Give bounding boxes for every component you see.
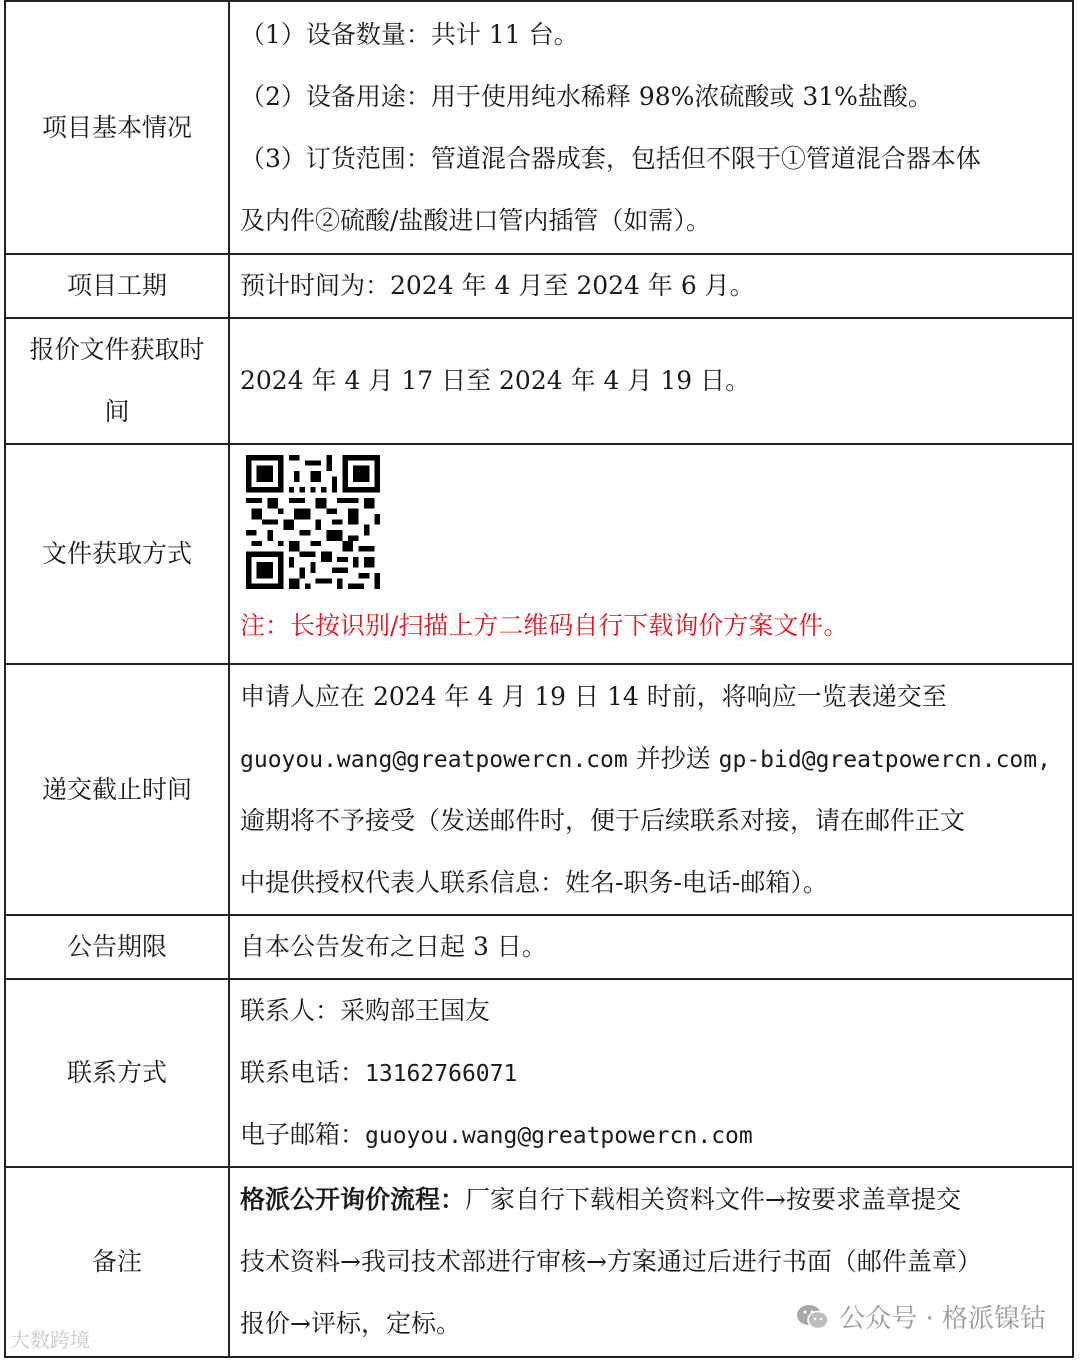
- label-remarks: 备注: [5, 1167, 229, 1357]
- contact-phone-label: 联系电话：: [240, 1058, 366, 1087]
- label-quote-time-line2: 间: [104, 397, 130, 426]
- deadline-email-primary[interactable]: guoyou.wang@greatpowercn.com: [240, 746, 628, 773]
- label-deadline: 递交截止时间: [5, 664, 229, 915]
- deadline-line-1: 申请人应在 2024 年 4 月 19 日 14 时前，将响应一览表递交至: [240, 681, 947, 711]
- qr-note: 注：长按识别/扫描上方二维码自行下载询价方案文件。: [240, 611, 849, 640]
- content-deadline: [229, 664, 1073, 915]
- content-quote-time: 2024 年 4 月 17 日至 2024 年 4 月 19 日。: [229, 318, 1073, 444]
- contact-email-label: 电子邮箱：: [240, 1120, 366, 1149]
- qr-code-icon[interactable]: [246, 455, 380, 589]
- deadline-email-cc[interactable]: gp-bid@greatpowercn.com,: [718, 746, 1051, 773]
- watermark-right-text: 公众号 · 格派镍钴: [839, 1304, 1046, 1334]
- contact-email[interactable]: guoyou.wang@greatpowercn.com: [365, 1123, 753, 1149]
- content-announcement-period: 自本公告发布之日起 3 日。: [229, 915, 1073, 979]
- contact-phone[interactable]: 13162766071: [365, 1061, 518, 1087]
- deadline-line-4: 中提供授权代表人联系信息：姓名-职务-电话-邮箱）。: [240, 867, 828, 897]
- basic-line-4: 及内件②硫酸/盐酸进口管内插管（如需）。: [240, 205, 711, 235]
- content-file-method: [229, 444, 1073, 664]
- watermark-left-text: 大数跨境: [10, 1328, 90, 1352]
- announcement-table: [4, 0, 1074, 1358]
- label-basic-info: 项目基本情况: [5, 1, 229, 254]
- watermark-left: [10, 1324, 90, 1353]
- deadline-cc-text: 并抄送: [627, 743, 719, 773]
- contact-email-line: [240, 1104, 1066, 1166]
- remarks-line-2: 技术资料→我司技术部进行审核→方案通过后进行书面（邮件盖章）: [240, 1247, 982, 1276]
- content-project-period: 预计时间为：2024 年 4 月至 2024 年 6 月。: [229, 254, 1073, 318]
- contact-person: 联系人：采购部王国友: [240, 996, 491, 1025]
- contact-phone-line: [240, 1042, 1066, 1104]
- label-file-method: 文件获取方式: [5, 444, 229, 664]
- label-contact: 联系方式: [5, 979, 229, 1167]
- wechat-icon: [795, 1303, 831, 1331]
- basic-line-3: （3）订货范围：管道混合器成套，包括但不限于①管道混合器本体: [240, 143, 981, 173]
- content-contact: [229, 979, 1073, 1167]
- remarks-bold-lead: 格派公开询价流程：: [240, 1185, 466, 1214]
- deadline-line-3: 逾期将不予接受（发送邮件时，便于后续联系对接，请在邮件正文: [240, 805, 966, 835]
- remarks-line-3: 报价→评标，定标。: [240, 1309, 461, 1338]
- label-announcement-period: 公告期限: [5, 915, 229, 979]
- basic-line-1: （1）设备数量：共计 11 台。: [240, 19, 579, 49]
- label-project-period: 项目工期: [5, 254, 229, 318]
- remarks-line-1: [240, 1169, 1066, 1231]
- basic-line-2: （2）设备用途：用于使用纯水稀释 98%浓硫酸或 31%盐酸。: [240, 81, 933, 111]
- content-basic-info: [229, 1, 1073, 254]
- deadline-line-2: [240, 728, 1066, 790]
- watermark-right: [795, 1298, 1046, 1335]
- label-quote-time-line1: 报价文件获取时: [29, 335, 205, 364]
- label-quote-time: [5, 318, 229, 444]
- remarks-line-1-rest: 厂家自行下载相关资料文件→按要求盖章提交: [465, 1185, 961, 1214]
